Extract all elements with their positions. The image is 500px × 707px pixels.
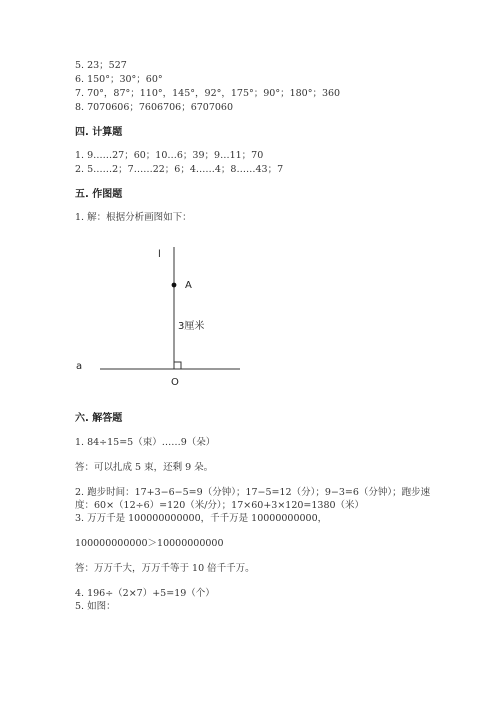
line-l-label: l <box>158 249 161 260</box>
problem-1-calc: 1. 84÷15=5（束）……9（朵） <box>75 437 216 448</box>
answer-line-8: 8. 7070606；7606706；6707060 <box>75 102 234 113</box>
section-heading-problems: 六. 解答题 <box>75 413 123 424</box>
problem-5-intro: 5. 如图： <box>75 601 116 612</box>
point-o-label: O <box>171 377 179 388</box>
problem-3-answer: 答：万万千大，万万千等于 10 倍千千万。 <box>75 563 255 574</box>
point-a-dot <box>172 283 177 288</box>
answer-line-6: 6. 150°；30°；60° <box>75 74 163 85</box>
distance-label: 3厘米 <box>178 321 205 332</box>
problem-2-calc-cont: 度：60×（12÷6）=120（米/分）；17×60+3×120=1380（米） <box>75 500 365 511</box>
problem-2-calc: 2. 跑步时间：17+3−6−5=9（分钟）；17−5=12（分）；9−3=6（分钟）；跑步速 <box>75 487 431 498</box>
drawing-intro: 1. 解：根据分析画图如下： <box>75 212 192 223</box>
section-heading-calculation: 四. 计算题 <box>75 127 123 138</box>
section-heading-drawing: 五. 作图题 <box>75 189 123 200</box>
right-angle-marker <box>174 362 181 369</box>
point-a-label: A <box>185 280 192 291</box>
problem-4-calc: 4. 196÷（2×7）+5=19（个） <box>75 588 215 599</box>
line-a-label: a <box>76 361 83 372</box>
problem-3-text: 3. 万万千是 100000000000，千千万是 10000000000， <box>75 513 328 524</box>
problem-1-answer: 答：可以扎成 5 束，还剩 9 朵。 <box>75 462 214 473</box>
calc-answer-2: 2. 5……2；7……22；6；4……4；8……43；7 <box>75 164 284 175</box>
answer-line-5: 5. 23；527 <box>75 60 127 71</box>
answer-line-7: 7. 70°，87°；110°，145°，92°，175°；90°；180°；360 <box>75 88 341 99</box>
calc-answer-1: 1. 9……27；60；10…6；39；9…11；70 <box>75 150 264 161</box>
problem-3-compare: 100000000000＞10000000000 <box>75 538 224 549</box>
